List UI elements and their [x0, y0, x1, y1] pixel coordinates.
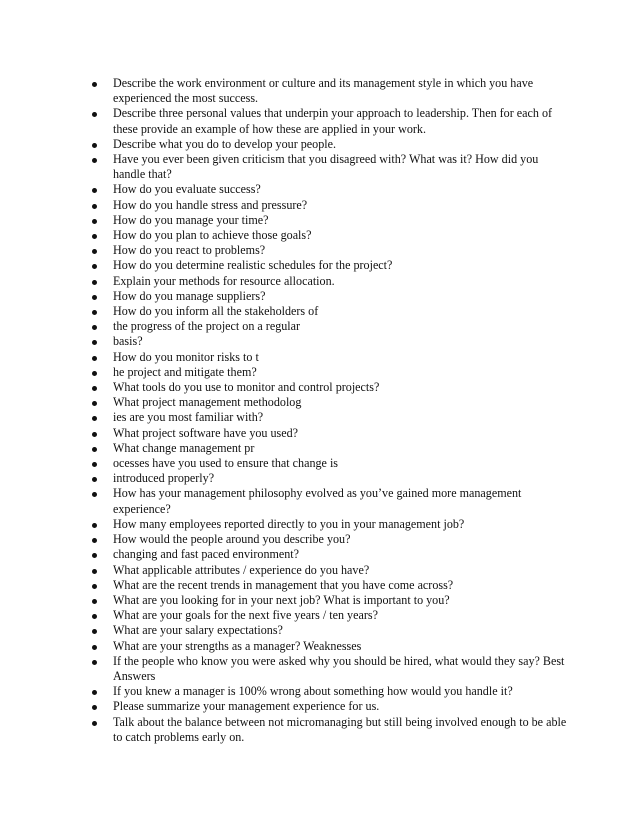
- bullet-icon: [92, 219, 97, 224]
- bullet-icon: [92, 371, 97, 376]
- bullet-icon: [92, 112, 97, 117]
- bullet-icon: [92, 188, 97, 193]
- list-item-text: How would the people around you describe you?: [113, 532, 351, 547]
- list-item-text: What are you looking for in your next job? What is important to you?: [113, 592, 450, 607]
- bullet-icon: [92, 264, 97, 269]
- bullet-icon: [92, 280, 97, 285]
- list-item-text: How do you manage suppliers?: [113, 288, 266, 303]
- list-item-text: How do you determine realistic schedules for the project?: [113, 258, 393, 273]
- list-item: [88, 106, 568, 136]
- list-item-text: What applicable attributes / experience do you have?: [113, 562, 370, 577]
- list-item-text: Describe the work environment or culture and its management style in which you have experienced the most success.: [113, 76, 534, 106]
- bullet-icon: [92, 553, 97, 558]
- list-item: [88, 441, 568, 456]
- list-item-text: How do you manage your time?: [113, 212, 269, 227]
- bullet-icon: [92, 340, 97, 345]
- list-item-text: basis?: [113, 334, 143, 349]
- list-item-text: Have you ever been given criticism that you disagreed with? What was it? How did you handle that?: [113, 152, 539, 182]
- list-item: [88, 304, 568, 319]
- list-item-text: Talk about the balance between not micromanaging but still being involved enough to be able to catch problems early on.: [113, 714, 567, 744]
- bullet-icon: [92, 599, 97, 604]
- bullet-icon: [92, 158, 97, 163]
- list-item-text: What change management pr: [113, 440, 255, 455]
- bullet-icon: [92, 325, 97, 330]
- bullet-icon: [92, 462, 97, 467]
- list-item: [88, 350, 568, 365]
- list-item-text: What are your strengths as a manager? Weaknesses: [113, 638, 362, 653]
- list-item: [88, 152, 568, 182]
- bullet-icon: [92, 629, 97, 634]
- list-item: [88, 395, 568, 410]
- list-item: [88, 684, 568, 699]
- list-item: [88, 380, 568, 395]
- list-item: [88, 578, 568, 593]
- bullet-icon: [92, 584, 97, 589]
- bullet-icon: [92, 492, 97, 497]
- list-item-text: If the people who know you were asked why you should be hired, what would they say? Best Answers: [113, 653, 565, 683]
- bullet-icon: [92, 432, 97, 437]
- list-item: [88, 137, 568, 152]
- list-item: [88, 274, 568, 289]
- bullet-icon: [92, 538, 97, 543]
- bullet-icon: [92, 447, 97, 452]
- list-item: [88, 243, 568, 258]
- list-item-text: Explain your methods for resource allocation.: [113, 273, 335, 288]
- list-item: [88, 365, 568, 380]
- list-item: [88, 563, 568, 578]
- bullet-icon: [92, 660, 97, 665]
- list-item: [88, 289, 568, 304]
- list-item-text: If you knew a manager is 100% wrong about something how would you handle it?: [113, 684, 513, 699]
- bullet-icon: [92, 356, 97, 361]
- list-item: [88, 486, 568, 516]
- list-item: [88, 623, 568, 638]
- bullet-icon: [92, 295, 97, 300]
- bullet-icon: [92, 690, 97, 695]
- list-item: [88, 76, 568, 106]
- bullet-icon: [92, 569, 97, 574]
- bullet-icon: [92, 204, 97, 209]
- list-item: [88, 715, 568, 745]
- list-item: [88, 426, 568, 441]
- list-item: [88, 456, 568, 471]
- bullet-icon: [92, 234, 97, 239]
- list-item: [88, 471, 568, 486]
- list-item: [88, 547, 568, 562]
- list-item: [88, 334, 568, 349]
- list-item: [88, 699, 568, 714]
- list-item-text: What project management methodolog: [113, 395, 302, 410]
- list-item-text: What are your salary expectations?: [113, 623, 283, 638]
- list-item: [88, 639, 568, 654]
- list-item: [88, 654, 568, 684]
- bullet-icon: [92, 721, 97, 726]
- list-item-text: Describe what you do to develop your people.: [113, 136, 337, 151]
- bullet-icon: [92, 416, 97, 421]
- list-item-text: How do you evaluate success?: [113, 182, 261, 197]
- bullet-icon: [92, 614, 97, 619]
- list-item-text: ies are you most familiar with?: [113, 410, 264, 425]
- list-item: [88, 182, 568, 197]
- bullet-icon: [92, 249, 97, 254]
- list-item: [88, 198, 568, 213]
- bullet-icon: [92, 645, 97, 650]
- list-item: [88, 228, 568, 243]
- list-item-text: introduced properly?: [113, 471, 215, 486]
- list-item-text: How do you inform all the stakeholders of: [113, 304, 319, 319]
- list-item-text: he project and mitigate them?: [113, 364, 257, 379]
- bullet-icon: [92, 477, 97, 482]
- list-item-text: changing and fast paced environment?: [113, 547, 300, 562]
- list-item-text: ocesses have you used to ensure that change is: [113, 456, 339, 471]
- list-item-text: Please summarize your management experience for us.: [113, 699, 380, 714]
- bullet-icon: [92, 401, 97, 406]
- list-item: [88, 532, 568, 547]
- list-item: [88, 593, 568, 608]
- bullet-icon: [92, 705, 97, 710]
- bullet-icon: [92, 386, 97, 391]
- list-item-text: How many employees reported directly to you in your management job?: [113, 516, 465, 531]
- bullet-icon: [92, 310, 97, 315]
- list-item: [88, 213, 568, 228]
- bullet-icon: [92, 82, 97, 87]
- list-item: [88, 258, 568, 273]
- list-item-text: Describe three personal values that underpin your approach to leadership. Then for each of these provide an example of how these are applied in your work.: [113, 106, 553, 136]
- list-item-text: How has your management philosophy evolved as you’ve gained more management experience?: [113, 486, 522, 516]
- list-item: [88, 410, 568, 425]
- list-item-text: How do you monitor risks to t: [113, 349, 259, 364]
- list-item-text: What project software have you used?: [113, 425, 299, 440]
- list-item-text: How do you react to problems?: [113, 243, 266, 258]
- bullet-icon: [92, 523, 97, 528]
- question-list: [88, 76, 568, 745]
- list-item: [88, 517, 568, 532]
- list-item-text: How do you handle stress and pressure?: [113, 197, 308, 212]
- list-item: [88, 319, 568, 334]
- bullet-icon: [92, 143, 97, 148]
- list-item-text: What tools do you use to monitor and control projects?: [113, 380, 380, 395]
- list-item-text: What are your goals for the next five years / ten years?: [113, 608, 378, 623]
- list-item-text: How do you plan to achieve those goals?: [113, 228, 312, 243]
- list-item: [88, 608, 568, 623]
- list-item-text: the progress of the project on a regular: [113, 319, 301, 334]
- list-item-text: What are the recent trends in management that you have come across?: [113, 577, 454, 592]
